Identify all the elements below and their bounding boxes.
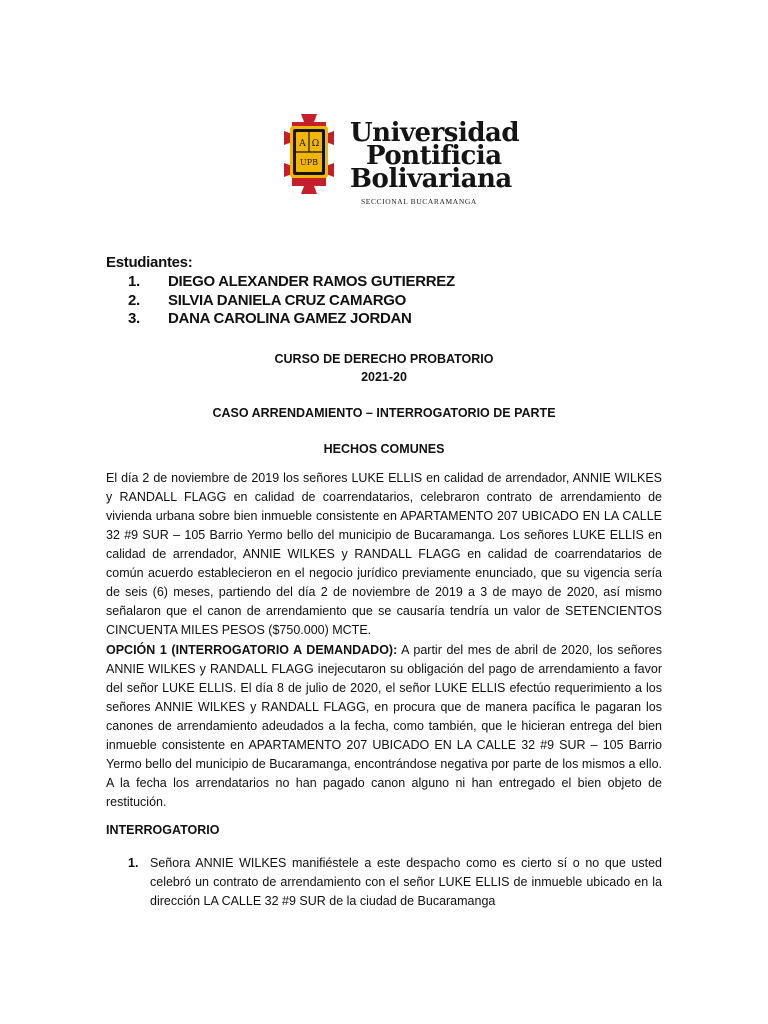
student-number: 3. [128, 310, 140, 327]
crest-upb: UPB [299, 158, 319, 167]
course-title: CURSO DE DERECHO PROBATORIO [274, 352, 494, 366]
student-name: DIEGO ALEXANDER RAMOS GUTIERREZ [168, 273, 455, 290]
university-name [350, 118, 520, 194]
student-number: 1. [128, 273, 140, 290]
student-name: DANA CAROLINA GAMEZ JORDAN [168, 310, 412, 327]
question-number: 1. [128, 856, 139, 870]
upb-crest-icon [275, 114, 343, 194]
student-name: SILVIA DANIELA CRUZ CAMARGO [168, 291, 407, 309]
student-item [106, 292, 455, 311]
question-item [128, 854, 662, 911]
university-name-line3: Bolivariana [350, 164, 512, 194]
option1-paragraph [106, 641, 662, 812]
crest-alpha: A [299, 139, 306, 149]
student-item [106, 273, 455, 292]
case-title: CASO ARRENDAMIENTO – INTERROGATORIO DE PARTE [212, 406, 556, 420]
interrogatorio-title: INTERROGATORIO [106, 823, 220, 837]
student-number: 2. [128, 291, 140, 309]
option1-label: OPCIÓN 1 (INTERROGATORIO A DEMANDADO): [106, 643, 398, 657]
university-logo [275, 114, 520, 214]
crest-omega: Ω [311, 139, 320, 149]
students-list [106, 273, 455, 329]
university-name-line1: Universidad [350, 118, 520, 148]
students-block [106, 254, 455, 329]
facts-paragraph: El día 2 de noviembre de 2019 los señores LUKE ELLIS en calidad de arrendador, ANNIE WILKES y RANDALL FLAGG en calidad de coarrendatarios, celebraron contrato de arrendamiento de vivienda urbana sobre bien inmueble consistente en APARTAMENTO 207 UBICADO EN LA CALLE 32 #9 SUR – 105 Barrio Yermo bello del municipio de Bucaramanga. Los señores LUKE ELLIS en calidad de arrendador, ANNIE WILKES y RANDALL FLAGG en calidad de coarrendatarios de común acuerdo establecieron en el negocio jurídico previamente enunciado, que su vigencia sería de seis (6) meses, partiendo del día 2 de noviembre de 2019 a 3 de mayo de 2020, así mismo señalaron que el canon de arrendamiento que se causaría tendría un valor de SETENCIENTOS CINCUENTA MILES PESOS ($750.000) MCTE. [106, 471, 662, 637]
university-subtitle: SECCIONAL BUCARAMANGA [361, 197, 477, 206]
question-text: Señora ANNIE WILKES manifiéstele a este despacho como es cierto sí o no que usted celebró un contrato de arrendamiento con el señor LUKE ELLIS de inmueble ubicado en la dirección LA CALLE 32 #9 SUR de la ciudad de Bucaramanga [150, 856, 662, 908]
student-item [106, 310, 455, 329]
university-name-line2: Pontificia [366, 141, 502, 171]
facts-title: HECHOS COMUNES [323, 442, 445, 456]
option1-body: A partir del mes de abril de 2020, los señores ANNIE WILKES y RANDALL FLAGG inejecutaron su obligación del pago de arrendamiento a favor del señor LUKE ELLIS. El día 8 de julio de 2020, el señor LUKE ELLIS efectúo requerimiento a los señores ANNIE WILKES y RANDALL FLAGG, en procura que de manera pacífica le pagaran los canones de arrendamiento adeudados a la fecha, como también, que le hicieran entrega del bien inmueble consistente en APARTAMENTO 207 UBICADO EN LA CALLE 32 #9 SUR – 105 Barrio Yermo bello del municipio de Bucaramanga, encontrándose negativa por parte de los mismos a ello. A la fecha los arrendatarios no han pagado canon alguno ni han entregado el bien objeto de restitución. [106, 643, 663, 809]
students-title: Estudiantes: [106, 254, 193, 271]
course-period: 2021-20 [361, 370, 407, 384]
